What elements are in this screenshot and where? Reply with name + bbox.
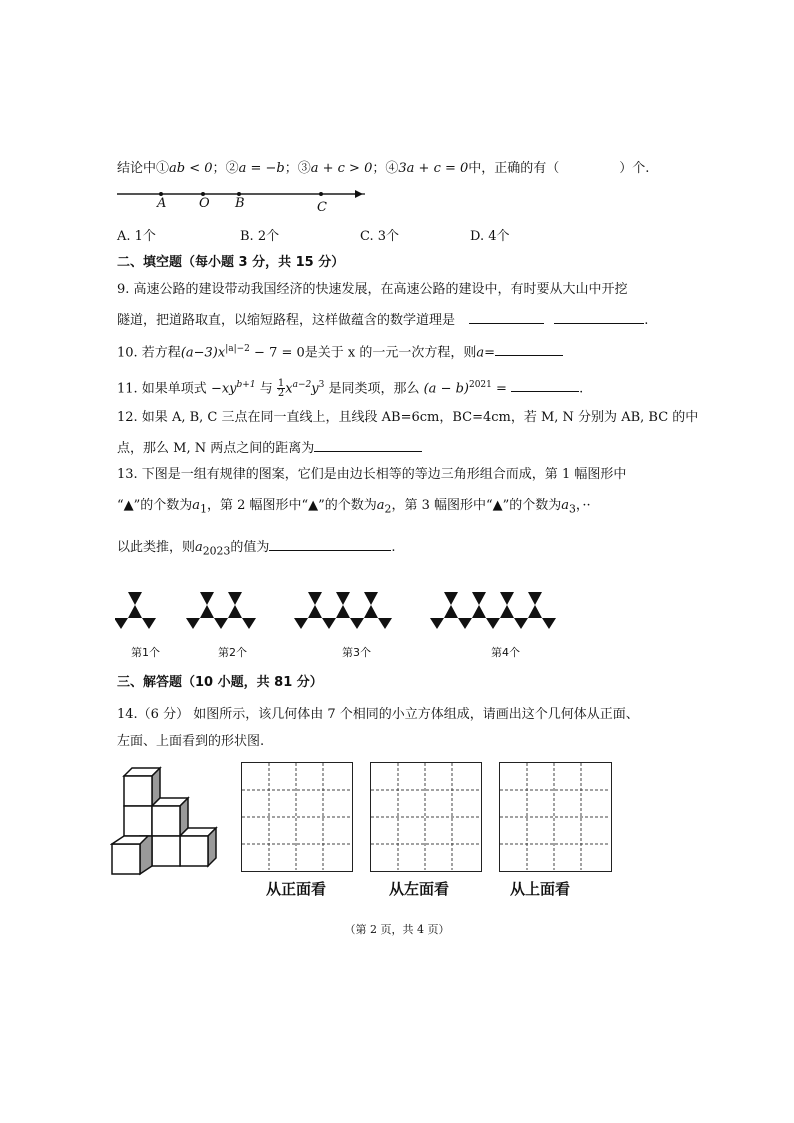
label-a: A: [157, 196, 167, 211]
q9-line1: 9. 高速公路的建设带动我国经济的快速发展，在高速公路的建设中，有时要从大山中开挖: [117, 282, 628, 297]
q8-c1-mark: ①: [156, 161, 170, 176]
top-view-grid[interactable]: [499, 762, 612, 872]
q8-c2-expr: a = −b: [238, 161, 285, 176]
q11-fraction: [277, 379, 285, 398]
option-a[interactable]: A. 1个: [117, 229, 156, 244]
left-view-grid-lines: [371, 763, 480, 870]
figure-label-1: 第1个: [131, 646, 160, 659]
q13-line2-a: “▲”的个数为: [117, 498, 193, 513]
point-c: [319, 192, 323, 196]
q11-end: .: [579, 381, 584, 397]
q10-prefix: 10. 若方程: [117, 345, 181, 361]
q11-monomial-1: −xy: [210, 381, 237, 397]
caption-front-view: 从正面看: [266, 880, 327, 898]
q13-a1: a: [192, 498, 201, 513]
q14-line1: 14.（6 分） 如图所示，该几何体由 7 个相同的小立方体组成，请画出这个几何体从正面、: [117, 707, 639, 722]
q10-expr-rest: − 7 = 0: [249, 345, 305, 361]
inverted-triangle: [228, 592, 242, 605]
q11-connector: 与: [259, 381, 273, 397]
inverted-triangle: [364, 592, 378, 605]
inverted-triangle: [142, 618, 156, 629]
inverted-triangle: [378, 618, 392, 629]
inverted-triangle: [336, 592, 350, 605]
q13-a3-sub: 3: [569, 502, 576, 516]
top-view-grid-lines: [500, 763, 610, 870]
cube-stack-figure: [110, 766, 226, 876]
q13-a3: a: [561, 498, 570, 513]
up-triangle: [472, 605, 486, 618]
figure-label-3: 第3个: [342, 646, 371, 659]
q13-line3-a: 以此类推，则: [117, 540, 196, 555]
q9-line2-end: .: [644, 313, 649, 328]
q12-answer-blank[interactable]: [314, 437, 422, 452]
q13-a2-sub: 2: [384, 502, 392, 516]
q13-line2-d: ，··: [575, 498, 591, 513]
q11-answer-blank[interactable]: [511, 377, 579, 392]
q11-fraction-den: 2: [277, 388, 285, 400]
q9-line2-text: 隧道，把道路取直，以缩短路程，这样做蕴含的数学道理是: [117, 313, 456, 328]
q11-monomial-2: x: [285, 381, 293, 397]
inverted-triangle: [444, 592, 458, 605]
q10-line: [117, 340, 563, 362]
q11-fraction-num: 1: [277, 378, 285, 390]
q8-c4-mark: ④: [385, 161, 399, 176]
q10-answer-blank[interactable]: [495, 341, 563, 356]
inverted-triangle: [128, 592, 142, 605]
q12-line2-text: 点，那么 M, N 两点之间的距离为: [117, 441, 315, 456]
q13-a2023: a: [195, 540, 203, 555]
inverted-triangle: [242, 618, 256, 629]
caption-left-view: 从左面看: [389, 880, 450, 898]
inverted-triangle: [115, 618, 128, 629]
q13-line2-c: ，第 3 幅图形中“▲”的个数为: [391, 498, 562, 513]
label-o: O: [199, 196, 210, 211]
q8-stem-end: ）个.: [619, 161, 650, 176]
q13-line3-b: 的值为: [230, 540, 270, 555]
inverted-triangle: [542, 618, 556, 629]
option-c[interactable]: C. 3个: [360, 229, 400, 244]
front-view-grid-lines: [242, 763, 351, 870]
label-b: B: [235, 196, 245, 211]
option-d[interactable]: D. 4个: [470, 229, 510, 244]
inverted-triangle: [294, 618, 308, 629]
up-triangle: [336, 605, 350, 618]
inverted-triangle: [514, 618, 528, 629]
inverted-triangle: [528, 592, 542, 605]
figure-label-2: 第2个: [218, 646, 247, 659]
q11-middle: 是同类项，那么: [328, 381, 420, 397]
section-2-title: 二、填空题（每小题 3 分，共 15 分）: [117, 255, 345, 270]
inverted-triangle: [458, 618, 472, 629]
triangle-pattern-figure: [115, 588, 585, 636]
q11-monomial-2-y: y: [311, 381, 319, 397]
inverted-triangle: [472, 592, 486, 605]
q11-power-exp: 2021: [468, 380, 492, 390]
up-triangle: [228, 605, 242, 618]
figure-label-4: 第4个: [491, 646, 520, 659]
inverted-triangle: [322, 618, 336, 629]
q8-stem: 结论中①ab < 0；②a = −b；③a + c > 0；④3a + c = 0中，正确的有（ ）个.: [117, 161, 650, 176]
up-triangle: [444, 605, 458, 618]
inverted-triangle: [200, 592, 214, 605]
q11-equals: =: [496, 381, 507, 397]
q11-line: [117, 376, 583, 398]
q12-line1: 12. 如果 A, B, C 三点在同一直线上，且线段 AB=6cm，BC=4cm，若 M, N 分别为 AB, BC 的中: [117, 410, 699, 425]
inverted-triangle: [486, 618, 500, 629]
q13-line3: [117, 536, 396, 561]
q11-monomial-2-exp: a−2: [292, 380, 312, 390]
q8-c2-mark: ②: [225, 161, 239, 176]
q10-suffix: 是关于 x 的一元一次方程，则: [304, 345, 477, 361]
q13-a2: a: [376, 498, 385, 513]
label-c: C: [317, 200, 327, 215]
inverted-triangle: [350, 618, 364, 629]
front-view-grid[interactable]: [241, 762, 353, 872]
q11-monomial-2-y-exp: 3: [318, 380, 325, 390]
up-triangle: [500, 605, 514, 618]
q14-line2: 左面、上面看到的形状图.: [117, 734, 265, 749]
option-b[interactable]: B. 2个: [240, 229, 280, 244]
q9-answer-blank-2[interactable]: [554, 309, 644, 324]
q13-line2: [117, 497, 591, 519]
q13-a1-sub: 1: [200, 502, 207, 516]
q12-line2: [117, 437, 422, 458]
left-view-grid[interactable]: [370, 762, 482, 872]
q11-monomial-1-exp: b+1: [236, 380, 256, 390]
q11-prefix: 11. 如果单项式: [117, 381, 207, 397]
q13-a2023-sub: 2023: [202, 544, 231, 558]
caption-top-view: 从上面看: [510, 880, 571, 898]
q9-line2: [117, 309, 648, 330]
q13-line1: 13. 下图是一组有规律的图案，它们是由边长相等的等边三角形组合而成，第 1 幅图形中: [117, 467, 627, 482]
q10-expr-exp: |a|−2: [225, 344, 250, 354]
inverted-triangle: [500, 592, 514, 605]
q8-c3-expr: a + c > 0: [310, 161, 373, 176]
q13-line3-end: .: [391, 540, 396, 555]
up-triangle: [200, 605, 214, 618]
up-triangle: [308, 605, 322, 618]
inverted-triangle: [186, 618, 200, 629]
inverted-triangle: [430, 618, 444, 629]
q9-answer-blank-1[interactable]: [469, 309, 544, 324]
inverted-triangle: [214, 618, 228, 629]
q8-stem-suffix: 中，正确的有（: [468, 161, 560, 176]
inverted-triangle: [308, 592, 322, 605]
q11-power-base: (a − b): [423, 381, 469, 397]
q13-line2-b: ，第 2 幅图形中“▲”的个数为: [206, 498, 377, 513]
up-triangle: [364, 605, 378, 618]
section-3-title: 三、解答题（10 小题，共 81 分）: [117, 675, 323, 690]
q8-stem-prefix: 结论中: [117, 161, 157, 176]
page-footer: （第 2 页，共 4 页）: [344, 923, 450, 936]
q10-expr-base: (a−3)x: [180, 345, 226, 361]
q8-c4-expr: 3a + c = 0: [398, 161, 469, 176]
q10-answer-var: a=: [476, 345, 496, 361]
q8-c3-mark: ③: [297, 161, 311, 176]
up-triangle: [528, 605, 542, 618]
up-triangle: [128, 605, 142, 618]
q8-c1-expr: ab < 0: [169, 161, 213, 176]
q13-answer-blank[interactable]: [269, 536, 391, 551]
